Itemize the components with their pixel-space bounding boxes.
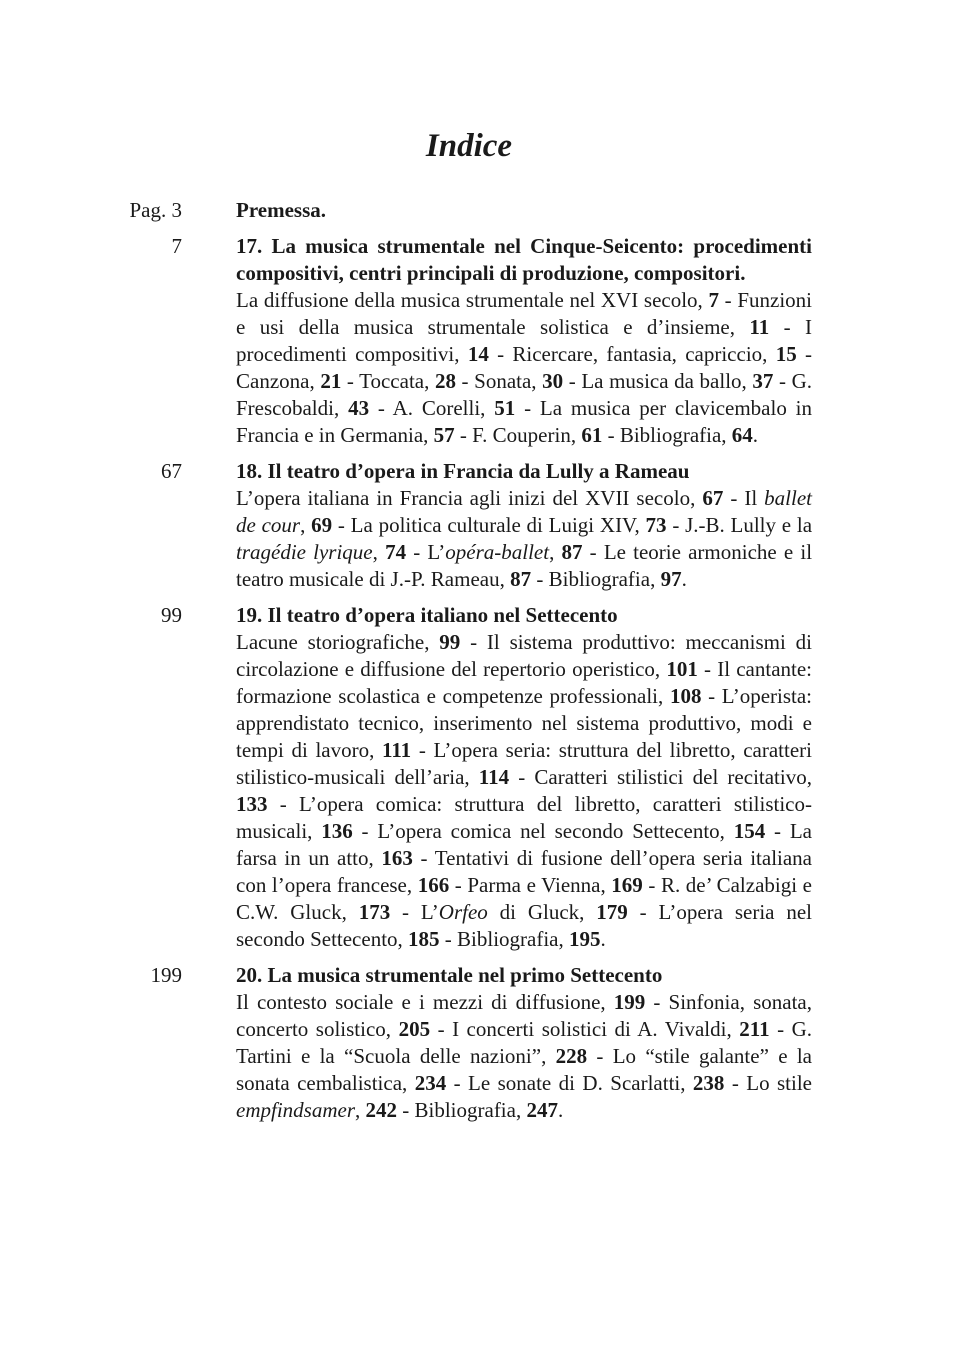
toc-entry-heading: 19. Il teatro d’opera italiano nel Settecento	[236, 603, 618, 627]
toc-italic-term: Orfeo	[438, 900, 488, 924]
toc-page-ref: 28	[434, 369, 456, 393]
toc-entry	[0, 962, 968, 1124]
toc-text: di Gluck,	[487, 900, 597, 924]
toc-page-ref: 37	[752, 369, 774, 393]
toc-page-ref: 228	[555, 1044, 588, 1068]
toc-text: - Funzioni e usi della musica strumentale solistica e d’insieme,	[236, 288, 812, 339]
toc-text: - R. de’ Calzabigi e C.W. Gluck,	[236, 873, 812, 924]
toc-page-number: Pag. 3	[129, 198, 182, 222]
toc-entry-heading: 18. Il teatro d’opera in Francia da Lully a Rameau	[236, 459, 690, 483]
toc-text: - L’opera comica: struttura del libretto, caratteri stilistico-musicali,	[236, 792, 812, 843]
toc-entry-content	[236, 197, 812, 224]
toc-text: - Bibliografia,	[439, 927, 569, 951]
toc-italic-term: ballet de cour	[236, 486, 812, 537]
toc-text: - Canzona,	[236, 342, 813, 393]
toc-page-ref: 154	[733, 819, 766, 843]
toc-page-number: 199	[150, 963, 182, 987]
toc-text: - Parma e Vienna,	[449, 873, 612, 897]
toc-page-number: 99	[161, 603, 182, 627]
table-of-contents	[0, 197, 968, 1133]
toc-page-ref: 87	[561, 540, 583, 564]
toc-text: Il contesto sociale e i mezzi di diffusione,	[236, 990, 614, 1014]
toc-page-ref: 114	[478, 765, 510, 789]
toc-page-ref: 242	[365, 1098, 397, 1122]
toc-text: ,	[372, 540, 386, 564]
toc-italic-term: empfindsamer	[236, 1098, 355, 1122]
toc-text: - G. Frescobaldi,	[236, 369, 812, 420]
toc-text: - La politica culturale di Luigi XIV,	[332, 513, 646, 537]
toc-entry-content	[236, 962, 812, 1124]
toc-text: ,	[549, 540, 562, 564]
toc-page-ref: 73	[645, 513, 667, 537]
toc-entry-content	[236, 233, 812, 449]
toc-page-ref: 64	[731, 423, 753, 447]
toc-text: - Le sonate di D. Scarlatti,	[446, 1071, 693, 1095]
toc-text: - F. Couperin,	[454, 423, 582, 447]
toc-text: .	[557, 1098, 564, 1122]
toc-entry-heading: 17. La musica strumentale nel Cinque-Seicento: procedimenti compositivi, centri principali di produzione, compositori.	[236, 234, 812, 285]
toc-page-ref: 133	[236, 792, 268, 816]
toc-text: - A. Corelli,	[369, 396, 495, 420]
toc-text: - Il	[723, 486, 765, 510]
toc-text: - La farsa in un atto,	[236, 819, 812, 870]
toc-text: Lacune storiografiche,	[236, 630, 440, 654]
toc-page-ref: 169	[611, 873, 643, 897]
toc-text: - Bibliografia,	[397, 1098, 527, 1122]
toc-page-ref: 15	[775, 342, 797, 366]
toc-text: .	[681, 567, 687, 591]
toc-text: ,	[355, 1098, 366, 1122]
toc-page-ref: 74	[385, 540, 407, 564]
toc-text: - L’	[390, 900, 439, 924]
toc-entry-content	[236, 458, 812, 593]
toc-page-ref: 185	[408, 927, 440, 951]
page-title: Indice	[425, 128, 513, 164]
toc-text: - Lo “stile galante” e la sonata cembalistica,	[236, 1044, 812, 1095]
toc-text: - Lo stile	[724, 1071, 813, 1095]
toc-text: - Sinfonia, sonata, concerto solistico,	[236, 990, 812, 1041]
toc-text: - Il sistema produttivo: meccanismi di circolazione e diffusione del repertorio operistico,	[236, 630, 812, 681]
toc-page-ref: 99	[439, 630, 461, 654]
toc-page-ref: 7	[708, 288, 719, 312]
toc-italic-term: opéra-ballet	[445, 540, 550, 564]
toc-page-ref: 173	[358, 900, 391, 924]
toc-text: - Caratteri stilistici del recitativo,	[509, 765, 812, 789]
toc-text: - I procedimenti compositivi,	[236, 315, 812, 366]
toc-page-ref: 30	[542, 369, 564, 393]
toc-page-ref: 136	[321, 819, 353, 843]
toc-entry	[0, 458, 968, 593]
toc-page-ref: 43	[348, 396, 370, 420]
toc-page-ref: 179	[596, 900, 628, 924]
toc-entry-heading: Premessa.	[236, 198, 326, 222]
toc-text: - L’opera seria nel secondo Settecento,	[236, 900, 812, 951]
toc-text: - Ricercare, fantasia, capriccio,	[488, 342, 776, 366]
toc-page-ref: 199	[613, 990, 646, 1014]
toc-page-ref: 61	[581, 423, 603, 447]
toc-page-ref: 67	[702, 486, 724, 510]
toc-page-ref: 205	[398, 1017, 431, 1041]
toc-text: - La musica per clavicembalo in Francia e in Germania,	[236, 396, 813, 447]
toc-text: - G. Tartini e la “Scuola delle nazioni”,	[236, 1017, 812, 1068]
toc-page-ref: 87	[510, 567, 532, 591]
toc-page-ref: 238	[692, 1071, 725, 1095]
toc-text: - Toccata,	[341, 369, 435, 393]
toc-entry	[0, 197, 968, 224]
toc-entry-body	[236, 287, 812, 449]
toc-page-ref: 234	[414, 1071, 447, 1095]
toc-italic-term: tragédie lyrique	[236, 540, 373, 564]
toc-entry-body	[236, 989, 812, 1124]
toc-entry-body	[236, 629, 812, 953]
toc-page-ref: 11	[749, 315, 770, 339]
toc-text: - L’	[406, 540, 446, 564]
toc-text: La diffusione della musica strumentale nel XVI secolo,	[236, 288, 709, 312]
toc-page-ref: 247	[526, 1098, 558, 1122]
toc-page-ref: 111	[382, 738, 412, 762]
toc-entry-heading: 20. La musica strumentale nel primo Settecento	[236, 963, 663, 987]
toc-text: - L’opera comica nel secondo Settecento,	[352, 819, 734, 843]
toc-page-ref: 21	[320, 369, 342, 393]
toc-entry-body	[236, 485, 812, 593]
toc-page-number: 7	[171, 234, 182, 258]
toc-text: - L’opera seria: struttura del libretto, caratteri stilistico-musicali dell’aria,	[236, 738, 813, 789]
toc-entry	[0, 602, 968, 953]
toc-text: .	[752, 423, 759, 447]
toc-page-ref: 51	[494, 396, 516, 420]
toc-text: - Bibliografia,	[602, 423, 732, 447]
toc-page-ref: 211	[739, 1017, 770, 1041]
toc-text: L’opera italiana in Francia agli inizi del XVII secolo,	[236, 486, 703, 510]
toc-text: .	[600, 927, 606, 951]
toc-text: - Bibliografia,	[531, 567, 661, 591]
toc-text: - Il cantante: formazione scolastica e competenze professionali,	[236, 657, 812, 708]
toc-page-ref: 57	[433, 423, 455, 447]
toc-page-number: 67	[161, 459, 182, 483]
toc-page-ref: 101	[666, 657, 698, 681]
toc-text: - La musica da ballo,	[563, 369, 753, 393]
toc-text: - Sonata,	[455, 369, 543, 393]
toc-page-ref: 166	[417, 873, 450, 897]
toc-page-ref: 14	[467, 342, 489, 366]
toc-text: - Tentativi di fusione dell’opera seria italiana con l’opera francese,	[236, 846, 813, 897]
toc-page-ref: 97	[660, 567, 682, 591]
toc-text: - L’operista: apprendistato tecnico, inserimento nel sistema produttivo, modi e tempi di lavoro,	[236, 684, 812, 762]
toc-text: - Le teorie armoniche e il teatro musicale di J.-P. Rameau,	[236, 540, 813, 591]
toc-page-ref: 108	[669, 684, 702, 708]
toc-page-ref: 163	[381, 846, 413, 870]
toc-entry-content	[236, 602, 812, 953]
toc-page-ref: 195	[569, 927, 601, 951]
toc-text: - I concerti solistici di A. Vivaldi,	[430, 1017, 740, 1041]
toc-text: ,	[300, 513, 312, 537]
toc-entry	[0, 233, 968, 449]
toc-text: - J.-B. Lully e la	[666, 513, 813, 537]
toc-page-ref: 69	[311, 513, 333, 537]
